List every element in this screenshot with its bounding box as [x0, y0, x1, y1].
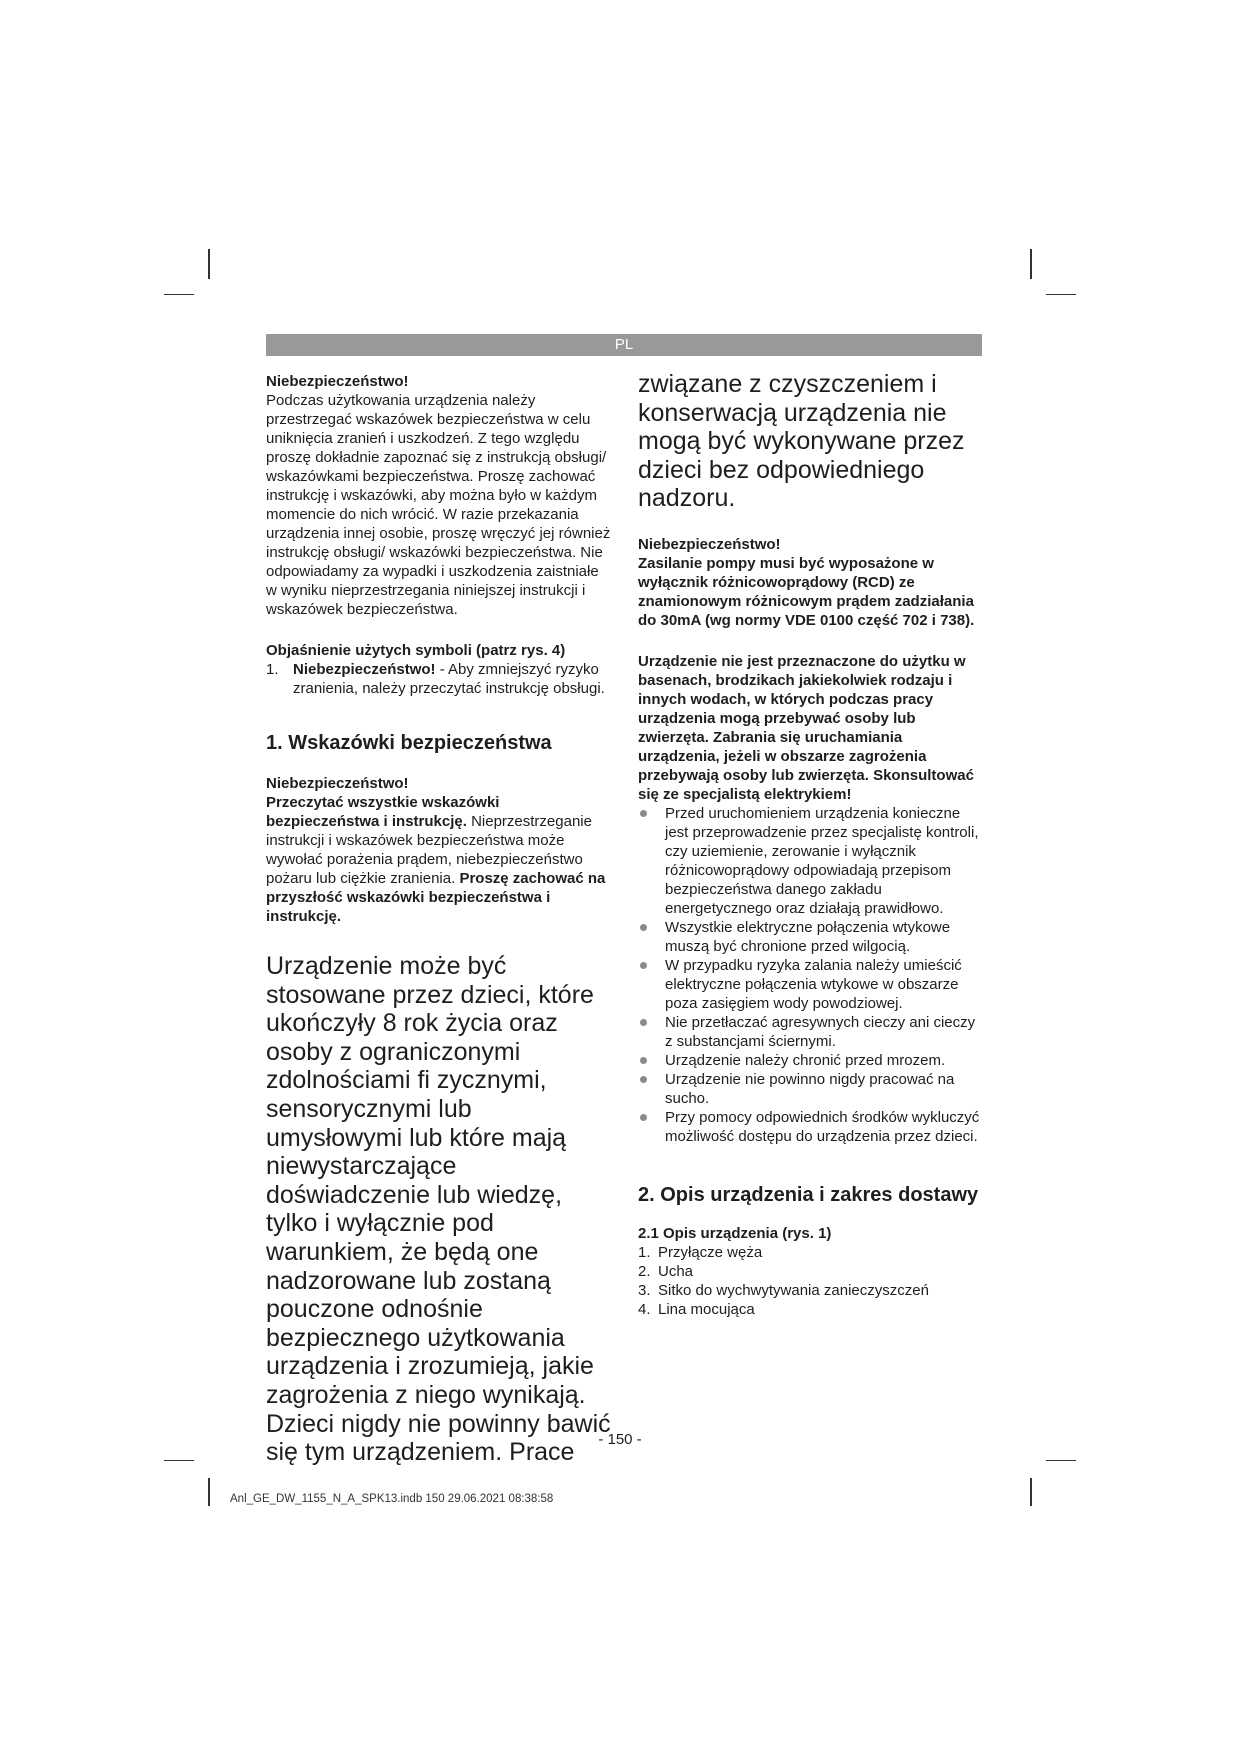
item-label: Lina mocująca [658, 1300, 755, 1318]
list-item: W przypadku ryzyka zalania należy umieścić elektryczne połączenia wtykowe w obszarze poza zasięgiem wody powodziowej. [638, 956, 984, 1013]
crop-mark [208, 249, 210, 279]
plain-instruction: Nieprzestrzeganie instrukcji i wskazówek bezpieczeństwa może wywołać porażenia prądem, niebezpieczeństwo pożaru lub ciężkie zranienia. [266, 813, 592, 887]
danger-title: Niebezpieczeństwo! [266, 775, 409, 792]
danger-block-3 [638, 535, 984, 630]
section-2-heading: 2. Opis urządzenia i zakres dostawy [638, 1183, 979, 1206]
list-item: Urządzenie nie powinno nigdy pracować na sucho. [638, 1070, 984, 1108]
list-item [638, 1262, 984, 1281]
subsection-2-1-title: 2.1 Opis urządzenia (rys. 1) [638, 1224, 832, 1242]
crop-mark [164, 294, 194, 295]
list-item: Przy pomocy odpowiednich środków wykluczyć możliwość dostępu do urządzenia przez dzieci. [638, 1108, 984, 1146]
item-text [293, 660, 612, 698]
item-label: Sitko do wychwytywania zanieczyszczeń [658, 1281, 929, 1299]
list-item [266, 660, 612, 698]
language-header: PL [266, 334, 982, 356]
item-label: Ucha [658, 1262, 694, 1280]
children-warning-continued: związane z czyszczeniem i konserwacją urządzenia nie mogą być wykonywane przez dzieci bez odpowiedniego nadzoru. [638, 370, 965, 513]
crop-mark [1030, 1478, 1032, 1506]
right-column [638, 370, 984, 1319]
crop-mark [164, 1460, 194, 1461]
parts-list [638, 1243, 984, 1319]
crop-mark [1046, 1460, 1076, 1461]
item-number: 4. [638, 1300, 651, 1318]
section-1-heading: 1. Wskazówki bezpieczeństwa [266, 732, 552, 754]
list-item [638, 1300, 984, 1319]
rcd-warning: Zasilanie pompy musi być wyposażone w wyłącznik różnicowoprądowy (RCD) ze znamionowym różnicowym prądem zadziałania do 30mA (wg normy VDE 0100 część 702 i 738). [638, 554, 975, 629]
danger-title: Niebezpieczeństwo! [638, 535, 781, 553]
crop-mark [1030, 249, 1032, 279]
item-number: 3. [638, 1281, 651, 1299]
danger-text [266, 793, 612, 926]
danger-title: Niebezpieczeństwo! [266, 373, 409, 390]
list-item [638, 1281, 984, 1300]
safety-bullets [638, 804, 984, 1146]
crop-mark [1046, 294, 1076, 295]
item-number: 1. [638, 1243, 651, 1261]
item-number: 2. [638, 1262, 651, 1280]
print-file-info: Anl_GE_DW_1155_N_A_SPK13.indb 150 29.06.2021 08:38:58 [230, 1493, 554, 1505]
list-item: Urządzenie należy chronić przed mrozem. [638, 1051, 984, 1070]
pool-warning: Urządzenie nie jest przeznaczone do użytku w basenach, brodzikach jakiekolwiek rodzaju i innych wodach, w których podczas pracy urządzenia mogą przebywać osoby lub zwierzęta. Zabrania się uruchamiania urządzenia, jeżeli w obszarze zagrożenia przebywają osoby lub zwierzęta. Skonsultować się ze specjalistą elektrykiem! [638, 652, 974, 803]
page-number: - 150 - [598, 1431, 642, 1448]
children-warning-large: Urządzenie może być stosowane przez dzieci, które ukończyły 8 rok życia oraz osoby z ograniczonymi zdolnościami fi zycznymi, sensorycznymi lub umysłowymi lub które mają niewystarczające doświadczenie lub wiedzę, tylko i wyłącznie pod warunkiem, że będą one nadzorowane lub zostaną pouczone odnośnie bezpiecznego użytkowania urządzenia i zrozumieją, jakie zagrożenia z niego wynikają. Dzieci nigdy nie powinny bawić się tym urządzeniem. Prace [266, 952, 611, 1467]
symbols-list [266, 660, 612, 698]
list-item: Przed uruchomieniem urządzenia konieczne jest przeprowadzenie przez specjalistę kontroli, czy uziemienie, zerowanie i wyłącznik różnicowoprądowy odpowiadają przepisom bezpieczeństwa danego zakładu energetycznego oraz działają prawidłowo. [638, 804, 984, 918]
list-item: Wszystkie elektryczne połączenia wtykowe muszą być chronione przed wilgocią. [638, 918, 984, 956]
list-item [638, 1243, 984, 1262]
bold-instruction-2: Proszę zachować na przyszłość wskazówki bezpieczeństwa i instrukcję. [266, 870, 606, 925]
item-rest: - Aby zmniejszyć ryzyko zranienia, należy przeczytać instrukcję obsługi. [293, 661, 605, 697]
list-item: Nie przetłaczać agresywnych cieczy ani cieczy z substancjami ściernymi. [638, 1013, 984, 1051]
danger-block-2 [266, 774, 612, 926]
danger-text: Podczas użytkowania urządzenia należy przestrzegać wskazówek bezpieczeństwa w celu uniknięcia zranień i uszkodzeń. Z tego względu proszę dokładnie zapoznać się z instrukcją obsługi/ wskazówkami bezpieczeństwa. Proszę zachować instrukcję i wskazówki, aby można było w każdym momencie do nich wrócić. W razie przekazania urządzenia innej osobie, proszę wręczyć jej również instrukcję obsługi/ wskazówki bezpieczeństwa. Nie odpowiadamy za wypadki i uszkodzenia zaistniałe w wyniku nieprzestrzegania niniejszej instrukcji i wskazówek bezpieczeństwa. [266, 392, 611, 618]
left-column [266, 372, 612, 1467]
crop-mark [208, 1478, 210, 1506]
bold-instruction: Przeczytać wszystkie wskazówki bezpieczeństwa i instrukcję. [266, 794, 500, 830]
item-bold: Niebezpieczeństwo! [293, 661, 436, 678]
item-label: Przyłącze węża [658, 1243, 763, 1261]
symbols-title: Objaśnienie użytych symboli (patrz rys. 4) [266, 642, 566, 659]
item-number: 1. [266, 661, 279, 678]
